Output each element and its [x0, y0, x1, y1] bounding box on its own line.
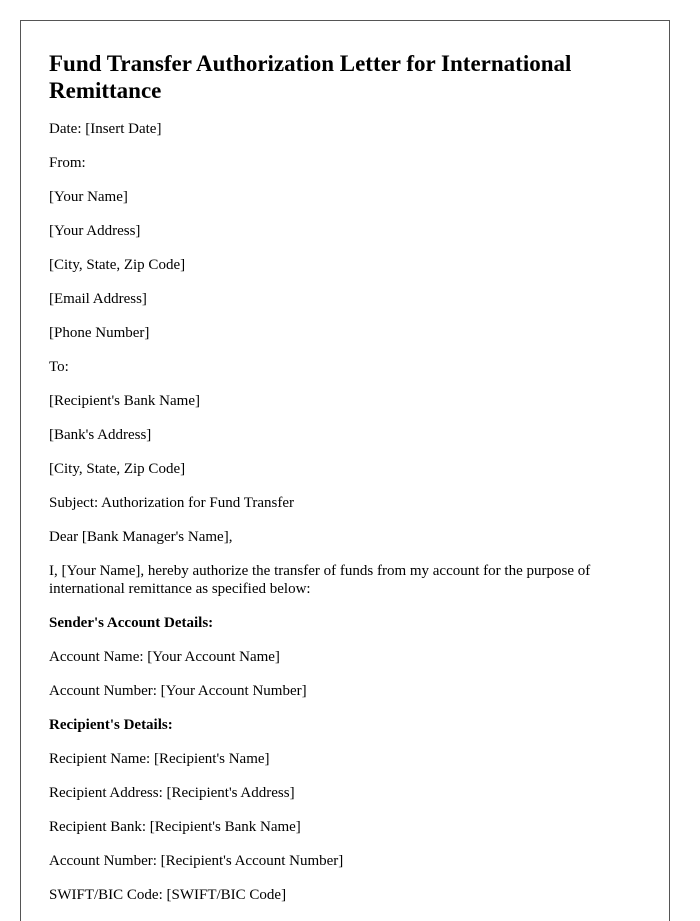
letter-page — [20, 20, 670, 921]
recipient-address: Recipient Address: [Recipient's Address] — [49, 785, 295, 801]
recipient-account-number: Account Number: [Recipient's Account Number] — [49, 853, 344, 869]
recipient-details-heading: Recipient's Details: — [49, 717, 173, 733]
body-intro: I, [Your Name], hereby authorize the transfer of funds from my account for the purpose of international remittance as specified below: — [49, 563, 591, 597]
bank-city-state-zip: [City, State, Zip Code] — [49, 461, 186, 477]
salutation: Dear [Bank Manager's Name], — [49, 529, 233, 545]
letter-title: Fund Transfer Authorization Letter for International Remittance — [49, 51, 572, 103]
sender-account-number: Account Number: [Your Account Number] — [49, 683, 307, 699]
bank-name: [Recipient's Bank Name] — [49, 393, 200, 409]
date-line: Date: [Insert Date] — [49, 121, 162, 137]
bank-address: [Bank's Address] — [49, 427, 152, 443]
sender-email: [Email Address] — [49, 291, 147, 307]
sender-details-heading: Sender's Account Details: — [49, 615, 214, 631]
sender-name: [Your Name] — [49, 189, 128, 205]
sender-phone: [Phone Number] — [49, 325, 150, 341]
from-label: From: — [49, 155, 86, 171]
sender-city-state-zip: [City, State, Zip Code] — [49, 257, 186, 273]
to-label: To: — [49, 359, 69, 375]
sender-address: [Your Address] — [49, 223, 141, 239]
recipient-swift-code: SWIFT/BIC Code: [SWIFT/BIC Code] — [49, 887, 287, 903]
sender-account-name: Account Name: [Your Account Name] — [49, 649, 280, 665]
subject-line: Subject: Authorization for Fund Transfer — [49, 495, 294, 511]
recipient-name: Recipient Name: [Recipient's Name] — [49, 751, 270, 767]
recipient-bank: Recipient Bank: [Recipient's Bank Name] — [49, 819, 301, 835]
